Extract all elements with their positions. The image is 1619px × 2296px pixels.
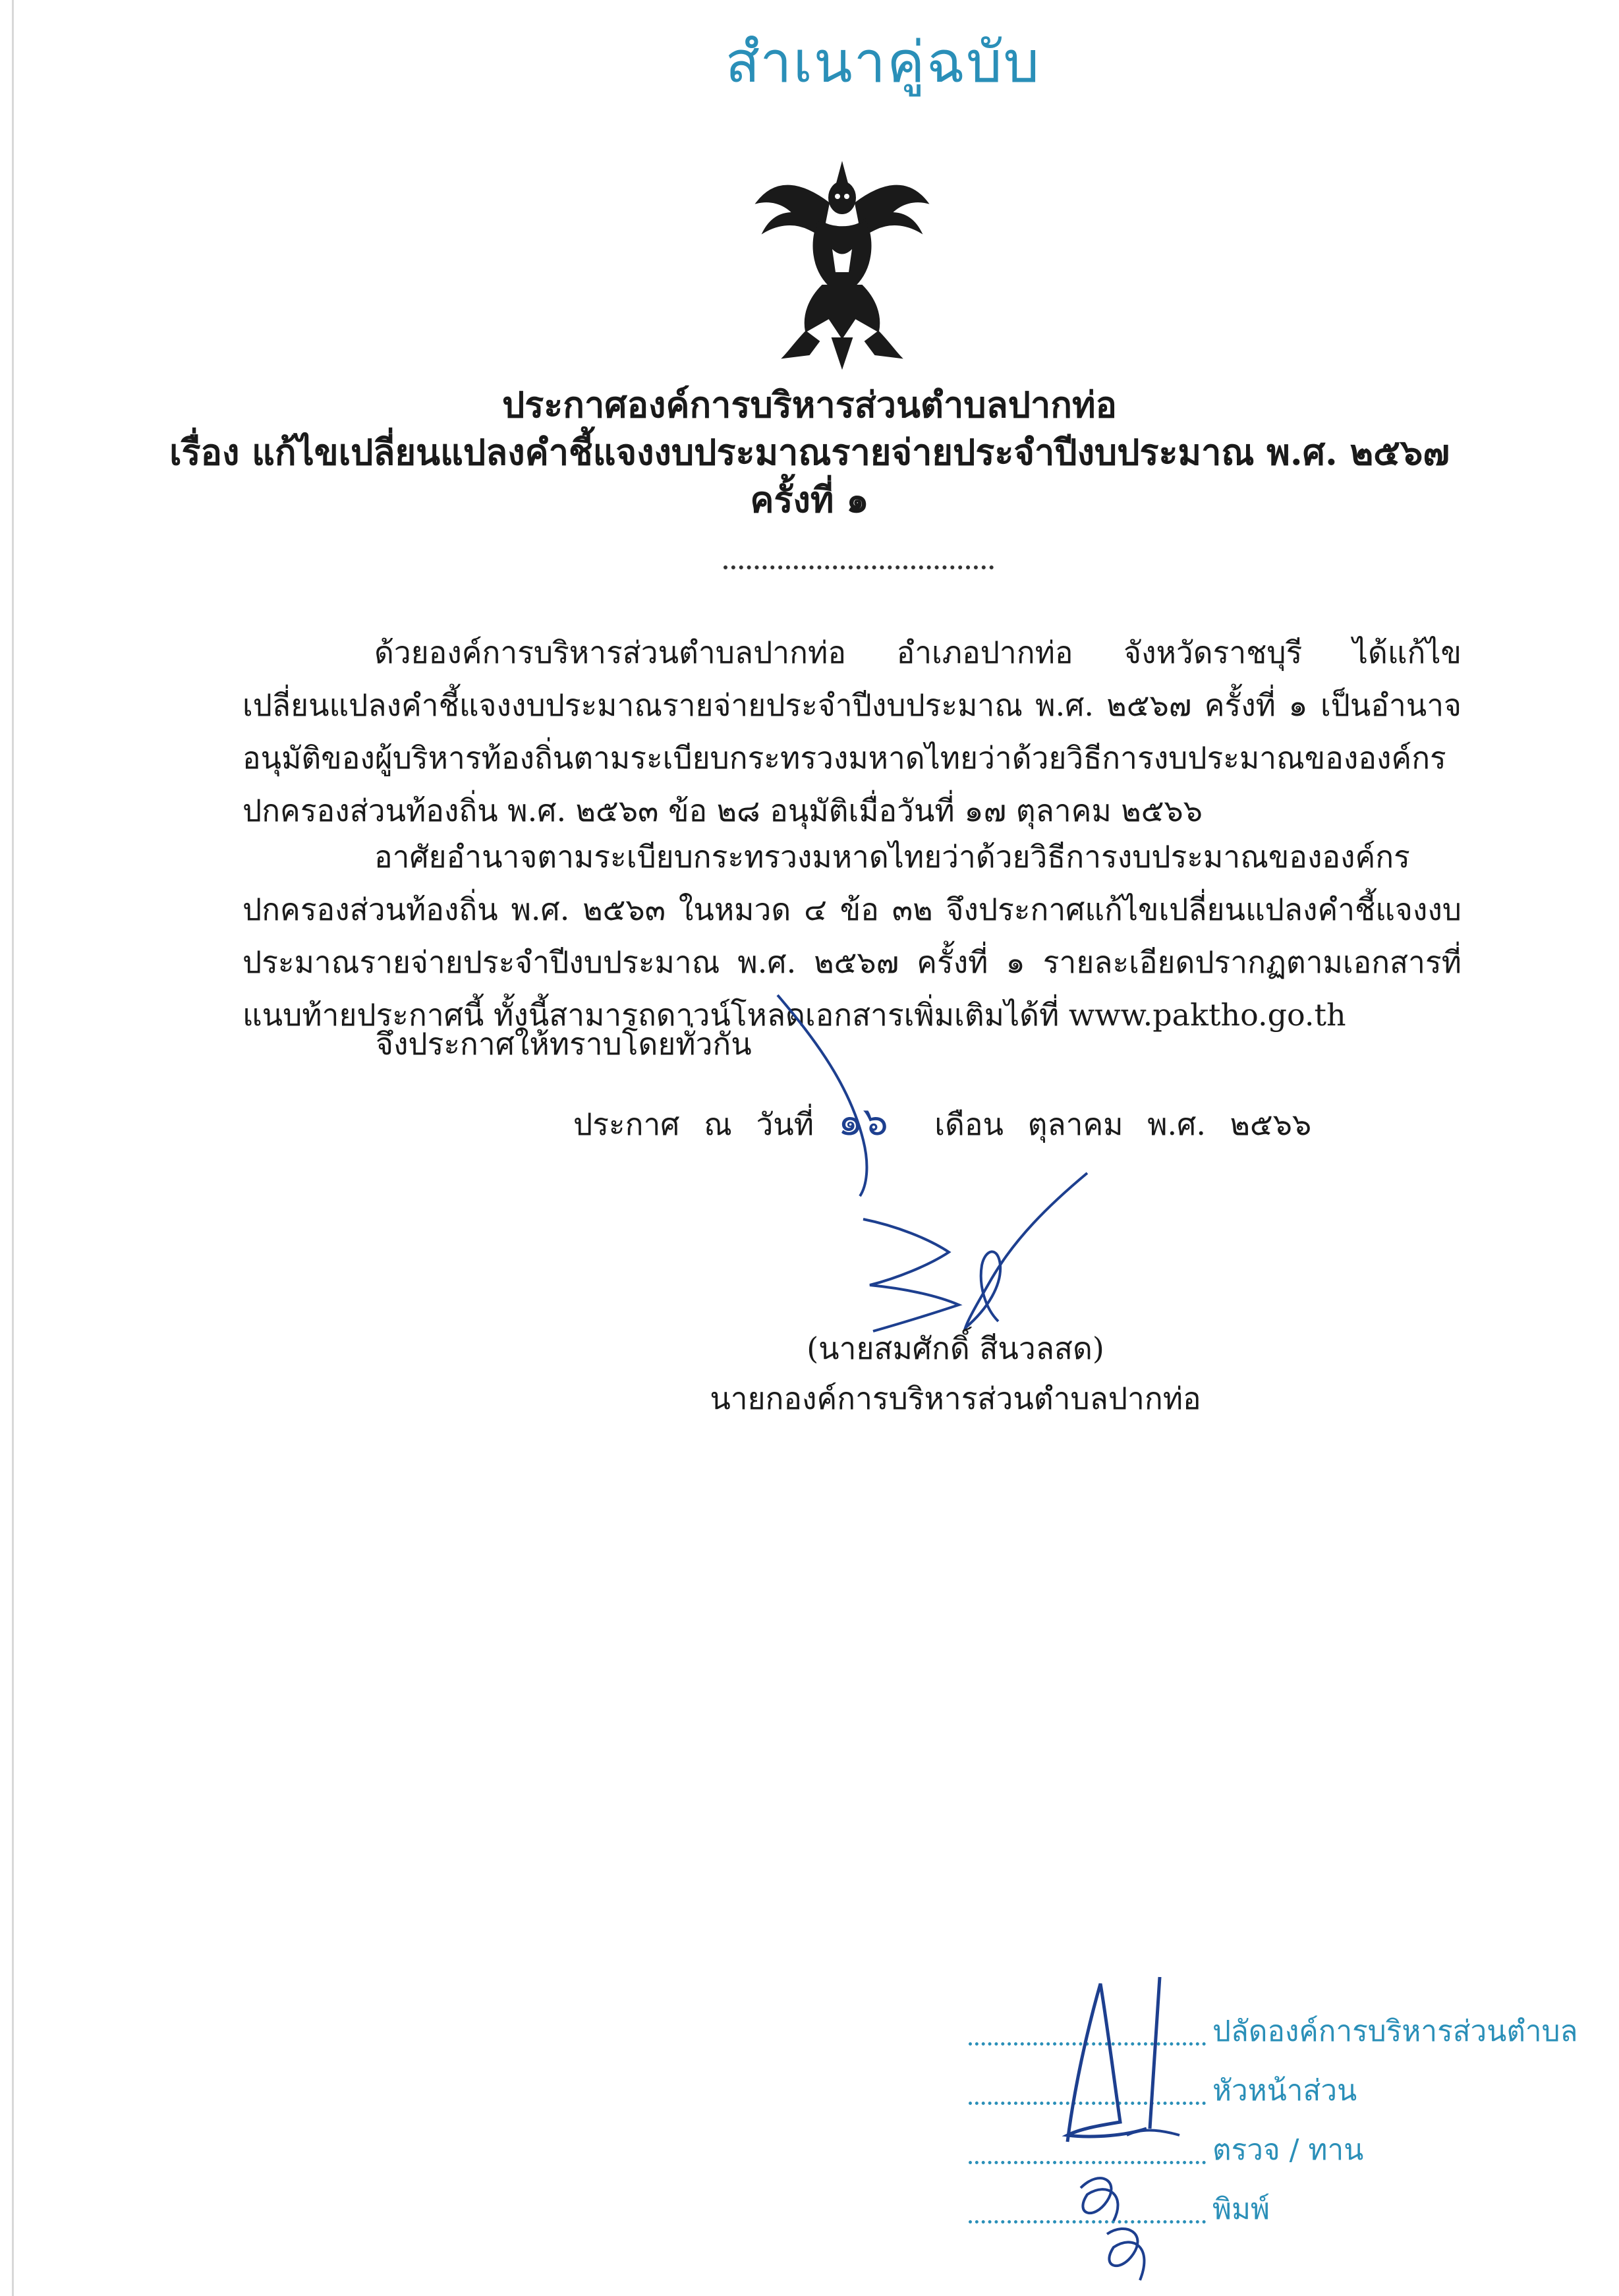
page-edge: [12, 0, 14, 2296]
garuda-emblem-icon: [743, 157, 941, 374]
body-paragraph-1: ด้วยองค์การบริหารส่วนตำบลปากท่อ อำเภอปากท่อ จังหวัดราชบุรี ได้แก้ไขเปลี่ยนแปลงคำชี้แจงงบประมาณรายจ่ายประจำปีงบประมาณ พ.ศ. ๒๕๖๗ ครั้งที่ ๑ เป็นอำนาจอนุมัติของผู้บริหารท้องถิ่นตามระเบียบกระทรวงมหาดไทยว่าด้วยวิธีการงบประมาณขององค์กรปกครองส่วนท้องถิ่น พ.ศ. ๒๕๖๓ ข้อ ๒๘ อนุมัติเมื่อวันที่ ๑๗ ตุลาคม ๒๕๖๖: [242, 635, 1462, 828]
copy-stamp: สำเนาคู่ฉบับ: [725, 30, 1041, 96]
date-prefix: ประกาศ: [573, 1106, 680, 1142]
date-month: ตุลาคม: [1027, 1106, 1123, 1142]
announce-text: จึงประกาศให้ทราบโดยทั่วกัน: [376, 1026, 752, 1062]
date-year: ๒๕๖๖: [1230, 1106, 1312, 1142]
date-day-label: วันที่: [756, 1106, 814, 1142]
notice-title: ประกาศองค์การบริหารส่วนตำบลปากท่อ: [501, 384, 1117, 426]
routing-label: ปลัดองค์การบริหารส่วนตำบล: [1212, 2015, 1578, 2048]
date-day-handwritten: ๑๖: [838, 1099, 888, 1145]
date-month-label: เดือน: [934, 1106, 1004, 1142]
routing-label: หัวหน้าส่วน: [1212, 2074, 1357, 2108]
routing-initials: [1028, 1970, 1226, 2287]
routing-label: พิมพ์: [1212, 2193, 1270, 2226]
heading-divider: [724, 565, 994, 569]
signatory-name: (นายสมศักดิ์ สีนวลสด): [807, 1331, 1104, 1366]
notice-subject: เรื่อง แก้ไขเปลี่ยนแปลงคำชี้แจงงบประมาณรายจ่ายประจำปีงบประมาณ พ.ศ. ๒๕๖๗: [169, 431, 1450, 473]
body-paragraph-2: อาศัยอำนาจตามระเบียบกระทรวงมหาดไทยว่าด้วยวิธีการงบประมาณขององค์กรปกครองส่วนท้องถิ่น พ.ศ. ๒๕๖๓ ในหมวด ๔ ข้อ ๓๒ จึงประกาศแก้ไขเปลี่ยนแปลงคำชี้แจงงบประมาณรายจ่ายประจำปีงบประมาณ พ.ศ. ๒๕๖๗ ครั้งที่ ๑ รายละเอียดปรากฏตามเอกสารที่แนบท้ายประกาศนี้ ทั้งนี้สามารถดาวน์โหลดเอกสารเพิ่มเติมได้ที่ www.paktho.go.th: [242, 839, 1462, 1033]
date-line: [573, 1098, 1326, 1148]
mayor-signature: [850, 1166, 1100, 1338]
signatory-position: นายกองค์การบริหารส่วนตำบลปากท่อ: [710, 1381, 1201, 1416]
notice-round: ครั้งที่ ๑: [750, 478, 869, 521]
date-at: ณ: [704, 1106, 732, 1142]
date-era: พ.ศ.: [1147, 1106, 1206, 1142]
routing-label: ตรวจ / ทาน: [1212, 2133, 1364, 2167]
